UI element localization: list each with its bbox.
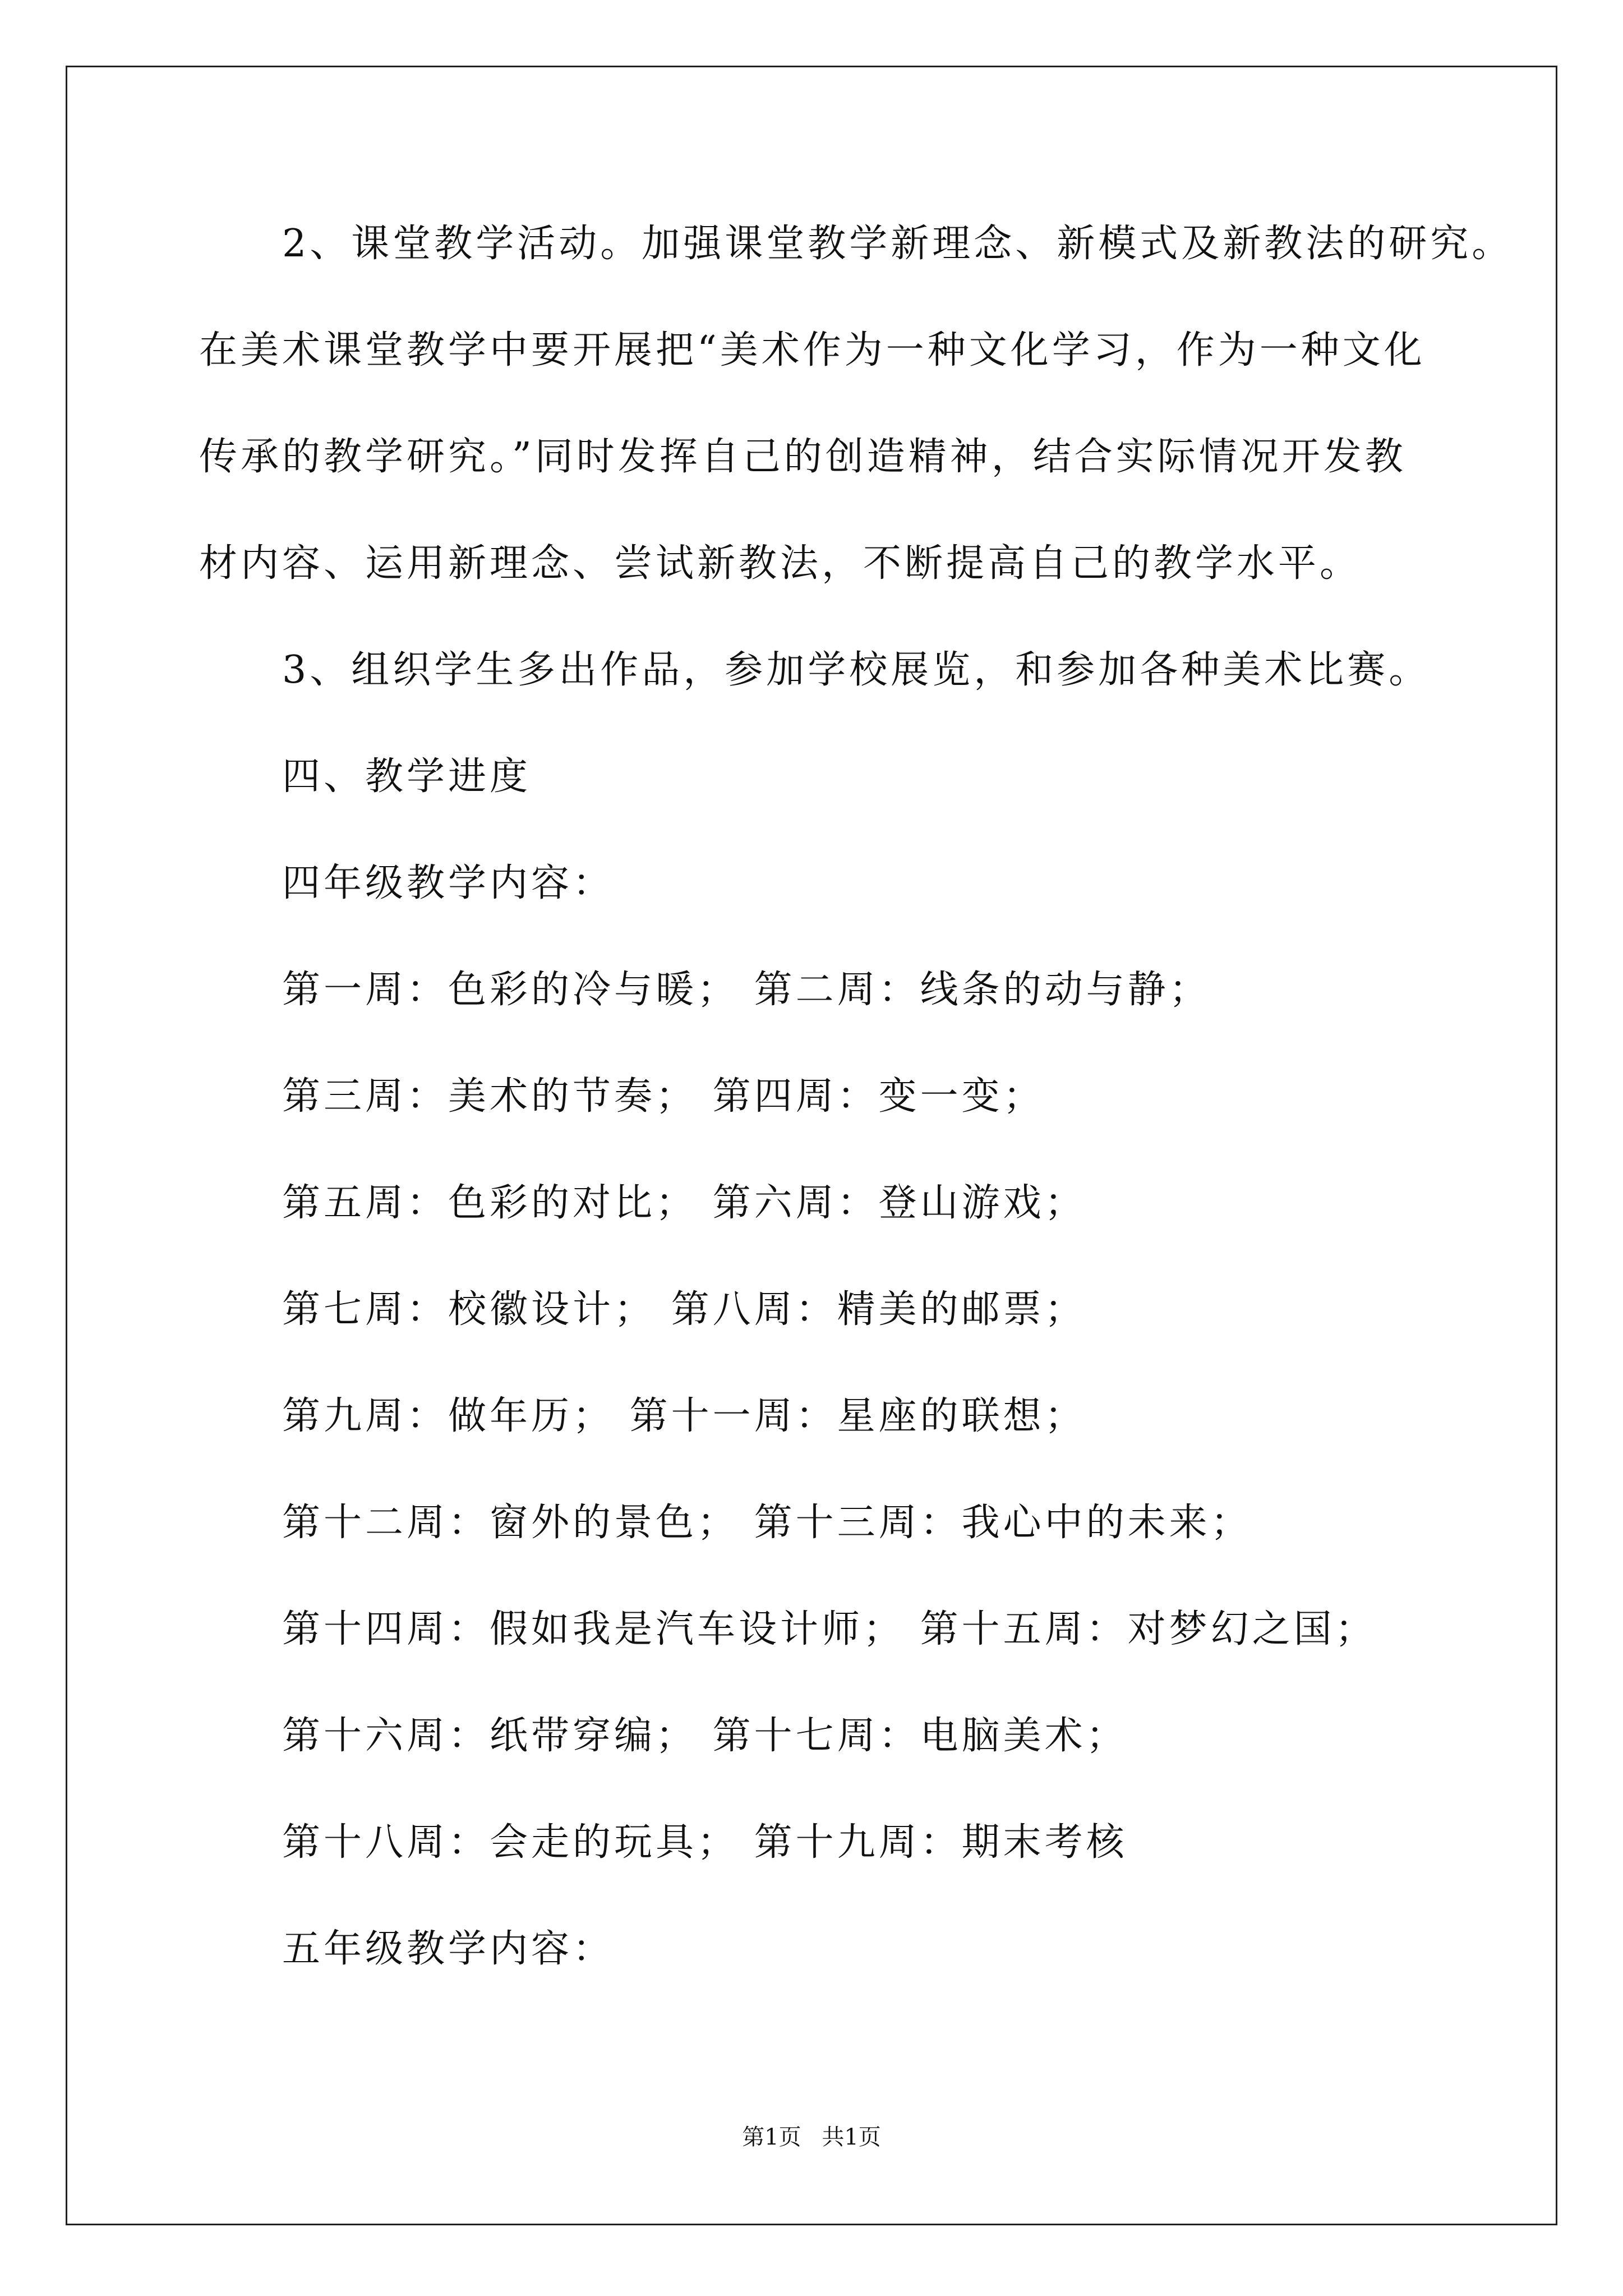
paragraph-line: 材内容、运用新理念、尝试新教法，不断提高自己的教学水平。 bbox=[199, 541, 1362, 586]
schedule-line: 第七周：校徽设计； 第八周：精美的邮票； bbox=[282, 1287, 1086, 1332]
subheading: 五年级教学内容： bbox=[282, 1927, 615, 1971]
page-number: 第1页 bbox=[742, 2124, 801, 2150]
subheading: 四年级教学内容： bbox=[282, 861, 615, 905]
schedule-line: 第十八周：会走的玩具； 第十九周：期末考核 bbox=[282, 1820, 1128, 1865]
page-footer bbox=[0, 2119, 1623, 2151]
paragraph-line: 传承的教学研究。”同时发挥自己的创造精神，结合实际情况开发教 bbox=[199, 435, 1407, 479]
schedule-line: 第十四周：假如我是汽车设计师； 第十五周：对梦幻之国； bbox=[282, 1607, 1377, 1651]
section-heading: 四、教学进度 bbox=[282, 754, 532, 799]
schedule-line: 第十二周：窗外的景色； 第十三周：我心中的未来； bbox=[282, 1501, 1252, 1545]
paragraph-line: 在美术课堂教学中要开展把“美术作为一种文化学习，作为一种文化 bbox=[199, 328, 1426, 372]
page-border bbox=[66, 66, 1557, 2225]
paragraph-line: 3、组织学生多出作品，参加学校展览，和参加各种美术比赛。 bbox=[282, 648, 1431, 692]
schedule-line: 第三周：美术的节奏； 第四周：变一变； bbox=[282, 1074, 1045, 1119]
schedule-line: 第五周：色彩的对比； 第六周：登山游戏； bbox=[282, 1181, 1086, 1225]
paragraph-line: 2、课堂教学活动。加强课堂教学新理念、新模式及新教法的研究。 bbox=[282, 222, 1514, 266]
schedule-line: 第九周：做年历； 第十一周：星座的联想； bbox=[282, 1394, 1086, 1438]
schedule-line: 第十六周：纸带穿编； 第十七周：电脑美术； bbox=[282, 1714, 1128, 1758]
schedule-line: 第一周：色彩的冷与暖； 第二周：线条的动与静； bbox=[282, 968, 1211, 1012]
page-total: 共1页 bbox=[822, 2124, 881, 2150]
